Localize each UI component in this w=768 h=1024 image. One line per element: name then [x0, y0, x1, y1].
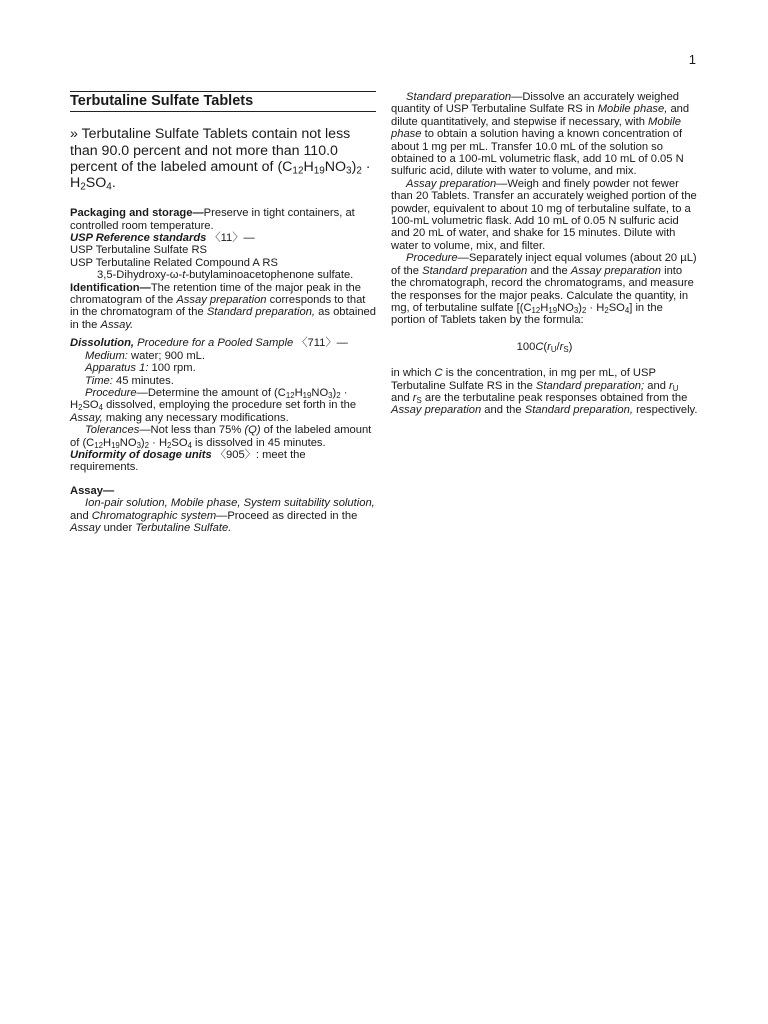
standard-preparation: Standard preparation—Dissolve an accurately weighed quantity of USP Terbutaline Sulfate RS in Mobile phase, and dilute quantitatively, and stepwise if necessary, with Mobile phase to obtain a solution having a known concentration of about 1 mg per mL. Transfer 10.0 mL of the solution so obtained to a 100-mL volumetric flask, add 10 mL of 0.05 N sulfuric acid, dilute with water to volume, and mix. [391, 91, 690, 178]
packaging-heading: Packaging and storage— [70, 207, 204, 220]
identification-section: Identification—The retention time of the major peak in the chromatogram of the Assay preparation corresponds to that in the chromatogram of the Standard preparation, as obtained in the Assay. [70, 281, 377, 331]
reference-item: 3,5-Dihydroxy-ω-t-butylaminoacetophenone sulfate. [97, 269, 354, 282]
page-number: 1 [688, 52, 696, 67]
reference-standards-heading: USP Reference standards 〈11〉— [70, 232, 255, 245]
packaging-section: Packaging and storage—Preserve in tight containers, at controlled room temperature. [70, 207, 355, 232]
assay-preparation: Assay preparation—Weigh and finely powder not fewer than 20 Tablets. Transfer an accurately weighed portion of the powder, equivalent to about 10 mg of terbutaline sulfate, to a 100-mL volumetric flask. Add 10 mL of 0.05 N sulfuric acid and 20 mL of water, and shake for 15 minutes. Dilute with water to volume, mix, and filter. [391, 177, 697, 252]
monograph-title: Terbutaline Sulfate Tablets [70, 91, 376, 112]
dissolution-apparatus: Apparatus 1: 100 rpm. [85, 362, 196, 375]
procedure: Procedure—Separately inject equal volumes (about 20 µL) of the Standard preparation and the Assay preparation into the chromatograph, record the chromatograms, and measure the responses for the major peaks. Calculate the quantity, in mg, of terbutaline sulfate $[(C_{12}H_{19}NO_3)_2 \cdot H_2SO_4]$ in the portion of Tablets taken by the formula: [391, 252, 697, 327]
uniformity-section: Uniformity of dosage units 〈905〉: meet the requirements. [70, 448, 306, 474]
left-column [70, 91, 376, 534]
dissolution-time: Time: 45 minutes. [85, 374, 174, 387]
reference-item: USP Terbutaline Sulfate RS [70, 244, 208, 257]
formula-explanation: in which C is the concentration, in mg per mL, of USP Terbutaline Sulfate RS in the Standard preparation; and $r_U$ and $r_S$ are the terbutaline peak responses obtained from the Assay preparation and the Standard preparation, respectively. [391, 367, 698, 417]
dissolution-medium: Medium: water; 900 mL. [85, 349, 206, 362]
reference-item: USP Terbutaline Related Compound A RS [70, 256, 278, 269]
dissolution-procedure: Procedure—Determine the amount of $(C_{12}H_{19}NO_3)_2 \cdot H_2SO_4$ dissolved, employing the procedure set forth in the Assay, making any necessary modifications. [70, 386, 357, 424]
dissolution-tolerances: Tolerances—Not less than 75% (Q) of the labeled amount of $(C_{12}H_{19}NO_3)_2 \cdot H_2SO_4$ is dissolved in 45 minutes. [70, 424, 372, 450]
dissolution-heading: Dissolution, Procedure for a Pooled Sample 〈711〉— [70, 337, 348, 350]
assay-formula: $100C(r_U/r_S)$ [516, 340, 573, 354]
right-column [391, 91, 698, 417]
intro-paragraph: » Terbutaline Sulfate Tablets contain not less than 90.0 percent and not more than 110.0 percent of the labeled amount of $(C_{12}H_{19}NO_3)_2 \cdot H_2SO_4$. [70, 126, 371, 193]
assay-heading: Assay— [70, 484, 115, 497]
assay-intro: Ion-pair solution, Mobile phase, System suitability solution, and Chromatographic system—Proceed as directed in the Assay under Terbutaline Sulfate. [70, 497, 375, 534]
